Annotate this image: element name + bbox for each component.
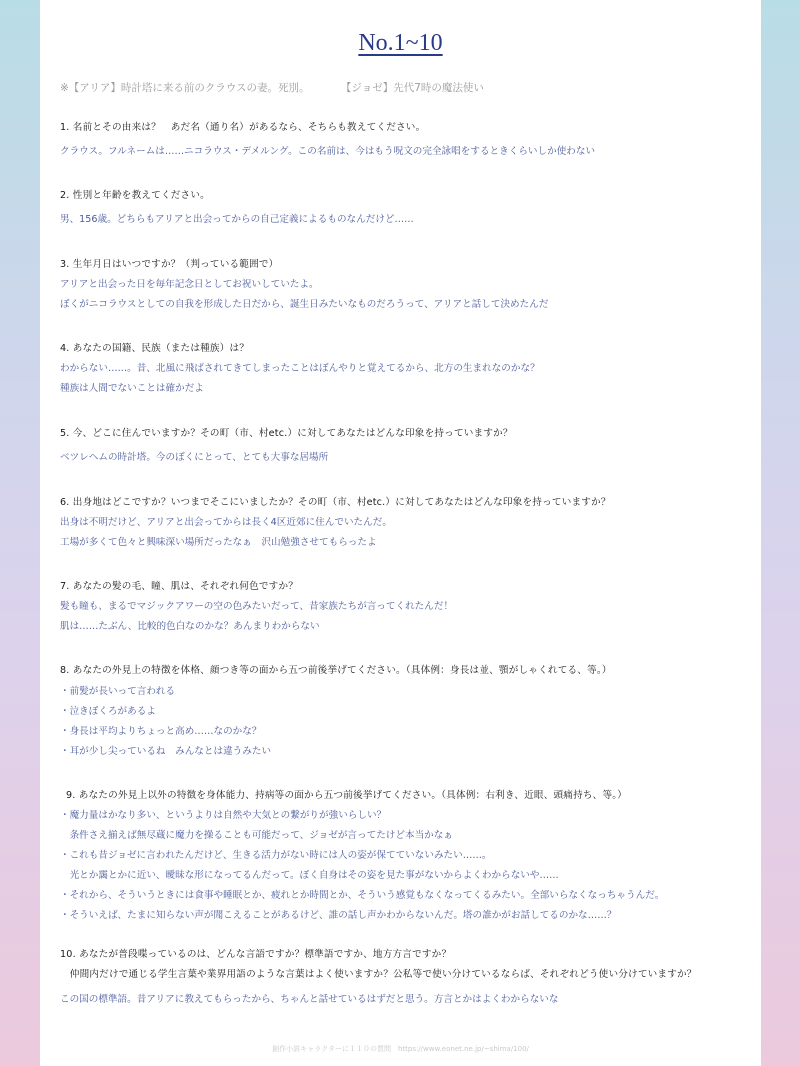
answer-6-line-2: 工場が多くて色々と興味深い場所だったなぁ 沢山勉強させてもらったよ	[60, 537, 377, 548]
footer-credit: 創作小説キャラクターに１１０の質問 https://www.eonet.ne.jp/~shima/100/	[272, 1045, 529, 1053]
answer-9-line-6: ・そういえば、たまに知らない声が聞こえることがあるけど、誰の話し声かわからないんだ。塔の誰かがお話してるのかな……？	[60, 910, 617, 921]
question-10: 10. あなたが普段喋っているのは、どんな言語ですか？標準語ですか、地方方言ですか？	[60, 949, 452, 960]
question-9: 9. あなたの外見上以外の特徴を身体能力、持病等の面から五つ前後挙げてください。（具体例：右利き、近眼、頭痛持ち、等。）	[66, 790, 628, 801]
answer-8-line-1: ・前髪が長いって言われる	[60, 686, 176, 697]
question-7: 7. あなたの髪の毛、瞳、肌は、それぞれ何色ですか？	[60, 581, 299, 592]
question-4: 4. あなたの国籍、民族（または種族）は？	[60, 343, 250, 354]
question-5: 5. 今、どこに住んでいますか？その町（市、村etc.）に対してあなたはどんな印象を持っていますか？	[60, 428, 513, 439]
question-6: 6. 出身地はどこですか？いつまでそこにいましたか？その町（市、村etc.）に対してあなたはどんな印象を持っていますか？	[60, 497, 611, 508]
question-3: 3. 生年月日はいつですか？（判っている範囲で）	[60, 259, 279, 270]
answer-4-line-2: 種族は人間でないことは確かだよ	[60, 383, 204, 394]
note-jose: 【ジョゼ】先代7時の魔法使い	[340, 82, 484, 94]
question-10-line-2: 仲間内だけで通じる学生言葉や業界用語のような言葉はよく使いますか？公私等で使い分けているならば、それぞれどう使い分けていますか？	[60, 969, 697, 980]
question-8: 8. あなたの外見上の特徴を体格、顔つき等の面から五つ前後挙げてください。（具体例：身長は並、顎がしゃくれてる、等。）	[60, 665, 612, 676]
answer-7-line-2: 肌は……たぶん、比較的色白なのかな？あんまりわからない	[60, 621, 320, 632]
answer-9-line-5: ・それから、そういうときには食事や睡眠とか、疲れとか時間とか、そういう感覚もなくなってくるみたい。全部いらなくなっちゃうんだ。	[60, 890, 665, 901]
note-aria: ※【アリア】時計塔に来る前のクラウスの妻。死別。	[60, 82, 310, 94]
answer-3-line-2: ぼくがニコラウスとしての自我を形成した日だから、誕生日みたいなものだろうって、アリアと話して決めたんだ	[60, 299, 549, 310]
answer-9-line-4: 光とか靄とかに近い、曖昧な形になってるんだって。ぼく自身はその姿を見た事がないからよくわからないや……	[60, 870, 559, 881]
answer-9-line-3: ・これも昔ジョゼに言われたんだけど、生きる活力がない時には人の姿が保てていないみたい……。	[60, 850, 492, 861]
character-note	[60, 80, 512, 95]
page-title: No.1~10	[358, 30, 443, 56]
answer-6-line-1: 出身は不明だけど、アリアと出会ってからは長く4区近郊に住んでいたんだ。	[60, 517, 392, 528]
answer-4-line-1: わからない……。昔、北風に飛ばされてきてしまったことはぼんやりと覚えてるから、北方の生まれなのかな？	[60, 363, 540, 374]
question-1: 1. 名前とその由来は？ あだ名（通り名）があるなら、そちらも教えてください。	[60, 122, 426, 133]
answer-10-line-1: この国の標準語。昔アリアに教えてもらったから、ちゃんと話せているはずだと思う。方言とかはよくわからないな	[60, 994, 559, 1005]
answer-9-line-2: 条件さえ揃えば無尽蔵に魔力を操ることも可能だって、ジョゼが言ってたけど本当かなぁ	[60, 830, 453, 841]
answer-7-line-1: 髪も瞳も、まるでマジックアワーの空の色みたいだって、昔家族たちが言ってくれたんだ！	[60, 601, 454, 612]
answer-8-line-3: ・身長は平均よりちょっと高め……なのかな？	[60, 726, 262, 737]
answer-2-line-1: 男、156歳。どちらもアリアと出会ってからの自己定義によるものなんだけど……	[60, 214, 414, 225]
answer-3-line-1: アリアと出会った日を毎年記念日としてお祝いしていたよ。	[60, 279, 319, 290]
answer-8-line-4: ・耳が少し尖っているね みんなとは違うみたい	[60, 746, 272, 757]
question-sheet	[40, 0, 761, 1066]
answer-5-line-1: ベツレヘムの時計塔。今のぼくにとって、とても大事な居場所	[60, 452, 329, 463]
question-2: 2. 性別と年齢を教えてください。	[60, 190, 210, 201]
answer-8-line-2: ・泣きぼくろがあるよ	[60, 706, 156, 717]
answer-1-line-1: クラウス。フルネームは……ニコラウス・デメルング。この名前は、今はもう呪文の完全詠唱をするときくらいしか使わない	[60, 146, 596, 157]
answer-9-line-1: ・魔力量はかなり多い、というよりは自然や大気との繋がりが強いらしい？	[60, 810, 387, 821]
